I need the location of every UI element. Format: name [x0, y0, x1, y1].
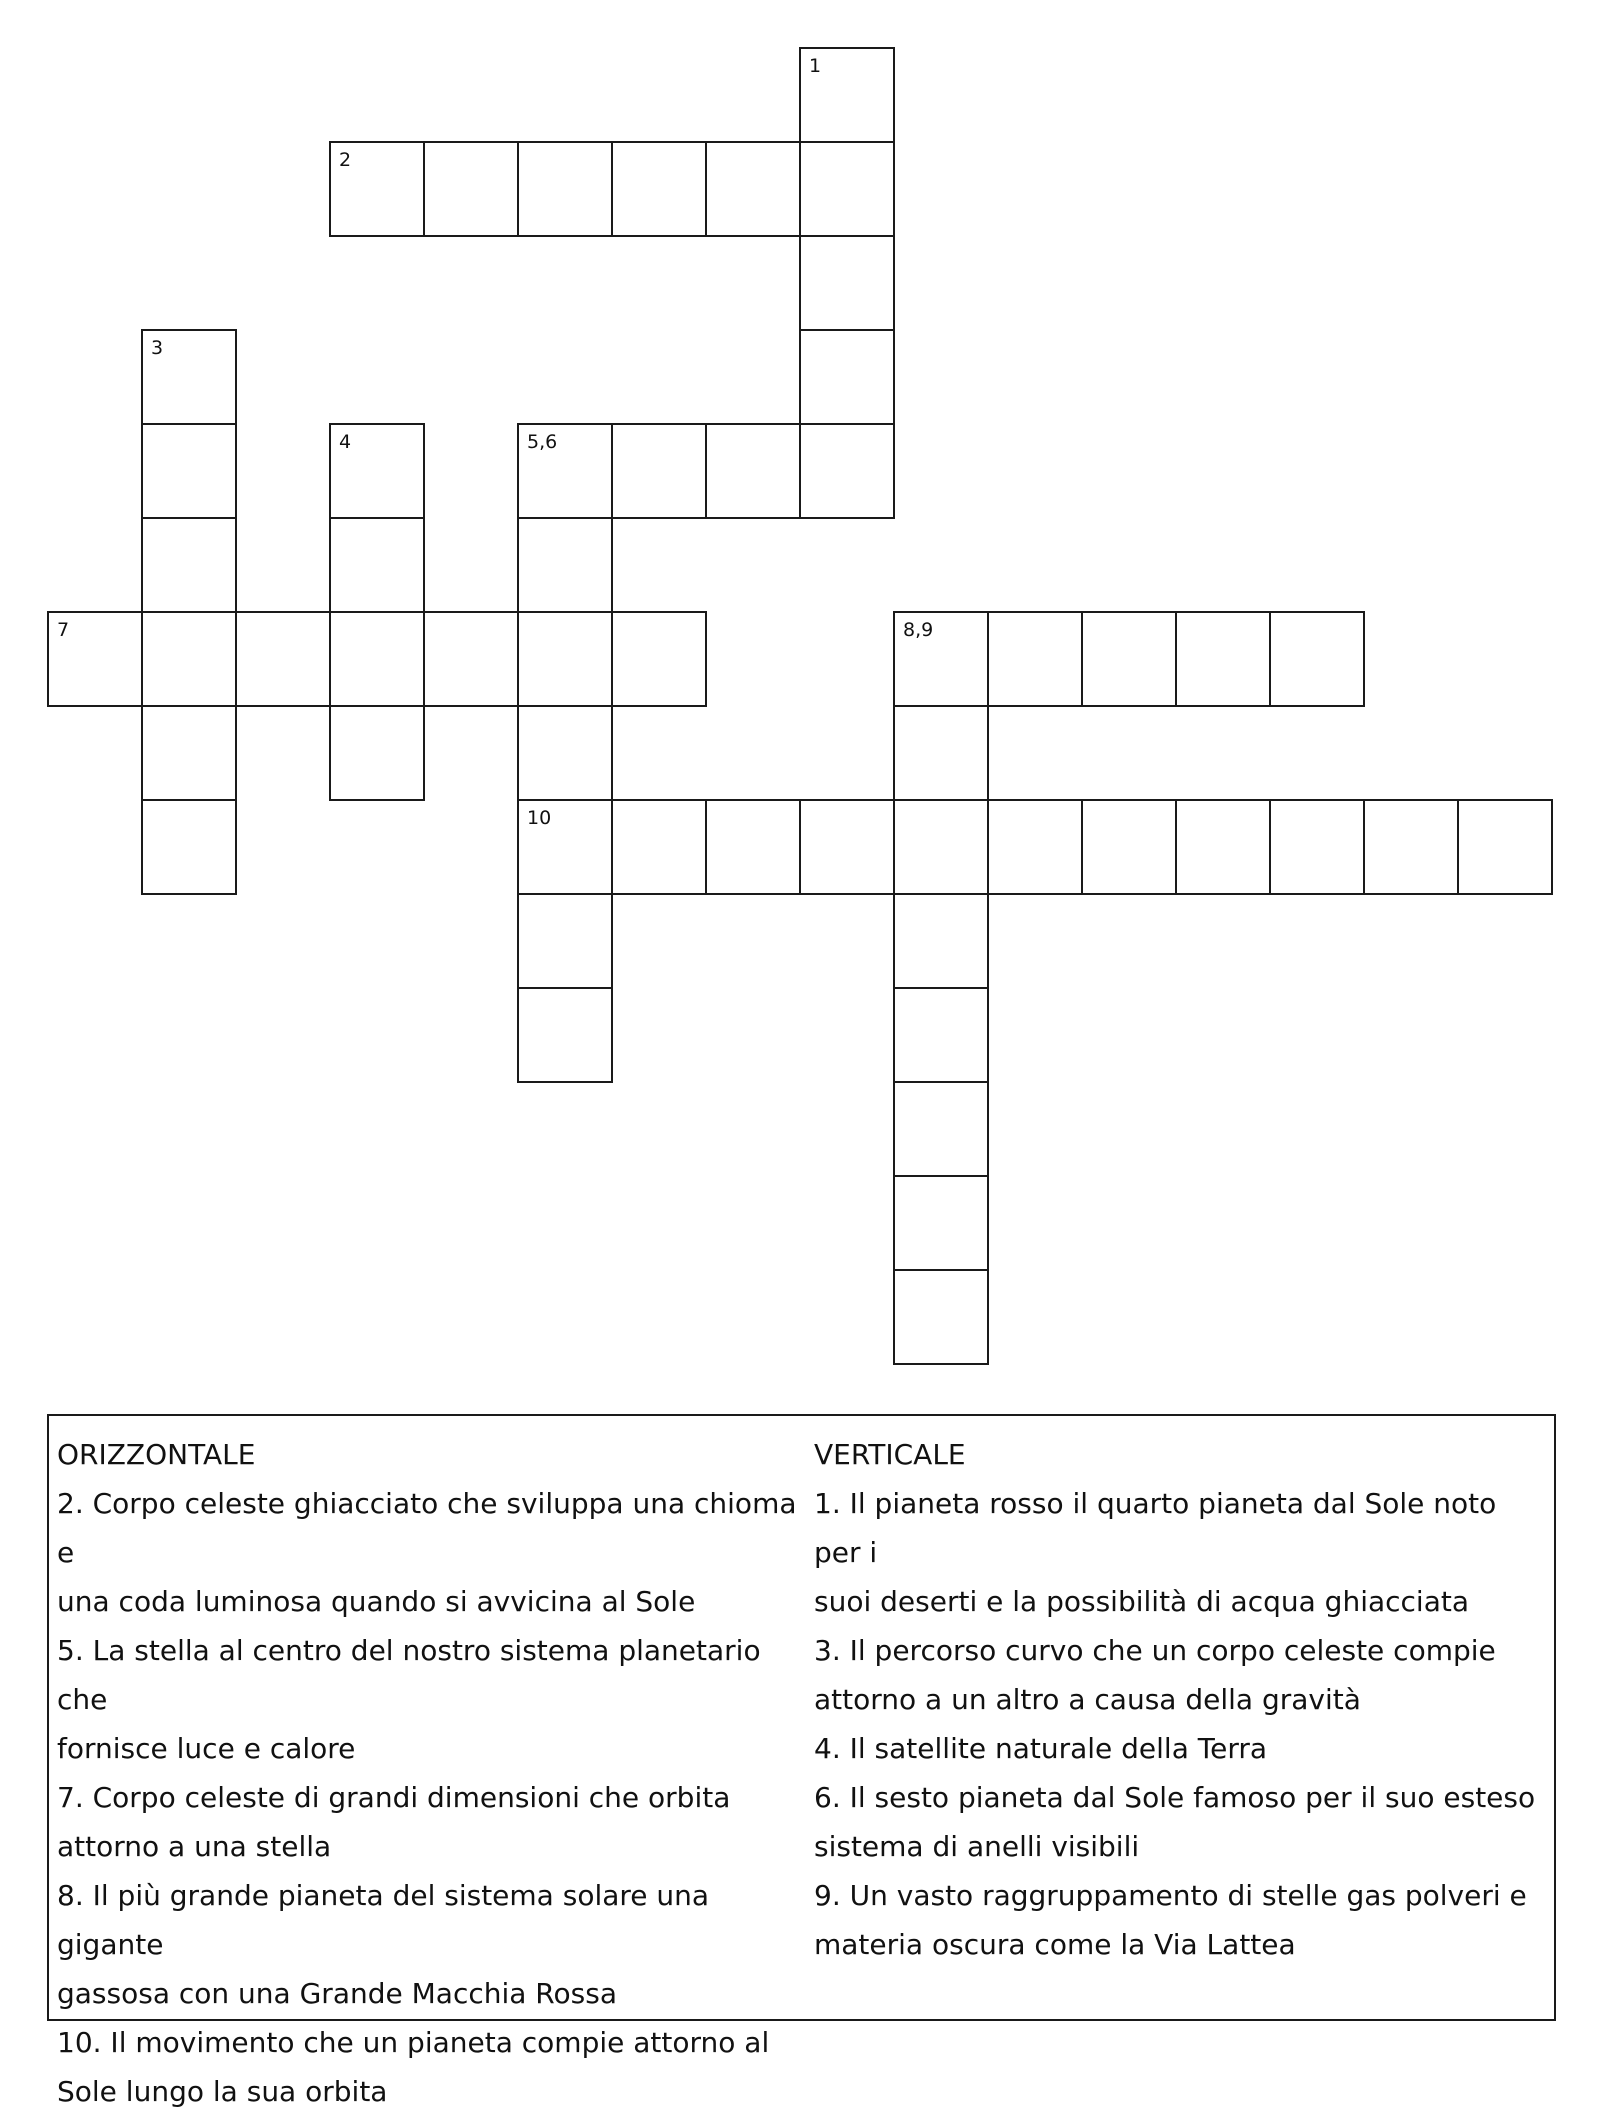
grid-cell[interactable]	[1363, 799, 1459, 895]
clue-line: fornisce luce e calore	[57, 1732, 356, 1765]
across-heading: ORIZZONTALE	[57, 1438, 256, 1471]
grid-cell[interactable]	[611, 141, 707, 237]
clue-line: suoi deserti e la possibilità di acqua ghiacciata	[814, 1585, 1470, 1618]
grid-cell[interactable]	[141, 799, 237, 895]
clue-line: 4. Il satellite naturale della Terra	[814, 1732, 1268, 1765]
grid-cell[interactable]	[705, 799, 801, 895]
grid-cell[interactable]	[423, 141, 519, 237]
grid-cell[interactable]	[517, 987, 613, 1083]
clue-line: 9. Un vasto raggruppamento di stelle gas polveri e	[814, 1879, 1527, 1912]
grid-cell[interactable]	[141, 705, 237, 801]
grid-cell[interactable]	[987, 799, 1083, 895]
grid-cell[interactable]	[893, 1081, 989, 1177]
grid-cell[interactable]	[799, 329, 895, 425]
grid-cell[interactable]	[893, 987, 989, 1083]
clue-number: 10	[527, 807, 552, 829]
grid-cell[interactable]	[517, 611, 613, 707]
grid-cell[interactable]	[329, 705, 425, 801]
grid-cell[interactable]	[799, 799, 895, 895]
grid-cell[interactable]	[893, 611, 989, 707]
clue-number: 2	[339, 149, 352, 171]
clue-line: gassosa con una Grande Macchia Rossa	[57, 1977, 617, 2010]
grid-cell[interactable]	[1457, 799, 1553, 895]
grid-cell[interactable]	[799, 47, 895, 143]
grid-cell[interactable]	[517, 799, 613, 895]
clue-line: 2. Corpo celeste ghiacciato che sviluppa una chioma e	[57, 1487, 797, 1569]
grid-cell[interactable]	[47, 611, 143, 707]
grid-cell[interactable]	[423, 611, 519, 707]
down-heading: VERTICALE	[814, 1438, 966, 1471]
grid-cell[interactable]	[893, 705, 989, 801]
grid-cell[interactable]	[1269, 799, 1365, 895]
grid-cell[interactable]	[893, 1175, 989, 1271]
grid-cell[interactable]	[893, 1269, 989, 1365]
grid-cell[interactable]	[329, 611, 425, 707]
grid-cell[interactable]	[893, 893, 989, 989]
grid-cell[interactable]	[705, 423, 801, 519]
clues-down-column	[814, 1430, 1549, 1969]
grid-cell[interactable]	[517, 517, 613, 613]
clue-line: materia oscura come la Via Lattea	[814, 1928, 1296, 1961]
clue-line: 6. Il sesto pianeta dal Sole famoso per il suo esteso	[814, 1781, 1536, 1814]
clue-number: 8,9	[903, 619, 934, 641]
grid-cell[interactable]	[141, 329, 237, 425]
grid-cell[interactable]	[611, 423, 707, 519]
grid-cell[interactable]	[517, 705, 613, 801]
clue-line: una coda luminosa quando si avvicina al Sole	[57, 1585, 696, 1618]
clue-number: 3	[151, 337, 164, 359]
grid-cell[interactable]	[799, 141, 895, 237]
grid-cell[interactable]	[141, 423, 237, 519]
clue-line: attorno a un altro a causa della gravità	[814, 1683, 1361, 1716]
grid-cell[interactable]	[611, 799, 707, 895]
grid-cell[interactable]	[705, 141, 801, 237]
grid-cell[interactable]	[141, 517, 237, 613]
grid-cell[interactable]	[799, 423, 895, 519]
grid-cell[interactable]	[1081, 611, 1177, 707]
grid-cell[interactable]	[799, 235, 895, 331]
grid-cell[interactable]	[987, 611, 1083, 707]
clue-line: Sole lungo la sua orbita	[57, 2075, 388, 2108]
clue-line: 10. Il movimento che un pianeta compie attorno al	[57, 2026, 770, 2059]
clue-line: 5. La stella al centro del nostro sistema planetario che	[57, 1634, 761, 1716]
grid-cell[interactable]	[517, 893, 613, 989]
clue-number: 1	[809, 55, 822, 77]
grid-cell[interactable]	[1175, 611, 1271, 707]
clue-number: 4	[339, 431, 352, 453]
grid-cell[interactable]	[1081, 799, 1177, 895]
clue-number: 7	[57, 619, 70, 641]
clue-line: 1. Il pianeta rosso il quarto pianeta dal Sole noto per i	[814, 1487, 1497, 1569]
grid-cell[interactable]	[329, 517, 425, 613]
grid-cell[interactable]	[611, 611, 707, 707]
grid-cell[interactable]	[517, 423, 613, 519]
clue-number: 5,6	[527, 431, 558, 453]
clue-line: 7. Corpo celeste di grandi dimensioni che orbita	[57, 1781, 731, 1814]
clue-line: attorno a una stella	[57, 1830, 332, 1863]
grid-cell[interactable]	[329, 423, 425, 519]
clue-line: 8. Il più grande pianeta del sistema solare una gigante	[57, 1879, 710, 1961]
clues-box	[47, 1414, 1556, 2108]
grid-cell[interactable]	[235, 611, 331, 707]
clues-across-column	[57, 1430, 802, 2116]
clue-line: sistema di anelli visibili	[814, 1830, 1140, 1863]
grid-cell[interactable]	[517, 141, 613, 237]
grid-cell[interactable]	[1175, 799, 1271, 895]
clue-line: 3. Il percorso curvo che un corpo celeste compie	[814, 1634, 1496, 1667]
grid-cell[interactable]	[141, 611, 237, 707]
grid-cell[interactable]	[1269, 611, 1365, 707]
grid-cell[interactable]	[893, 799, 989, 895]
grid-cell[interactable]	[329, 141, 425, 237]
